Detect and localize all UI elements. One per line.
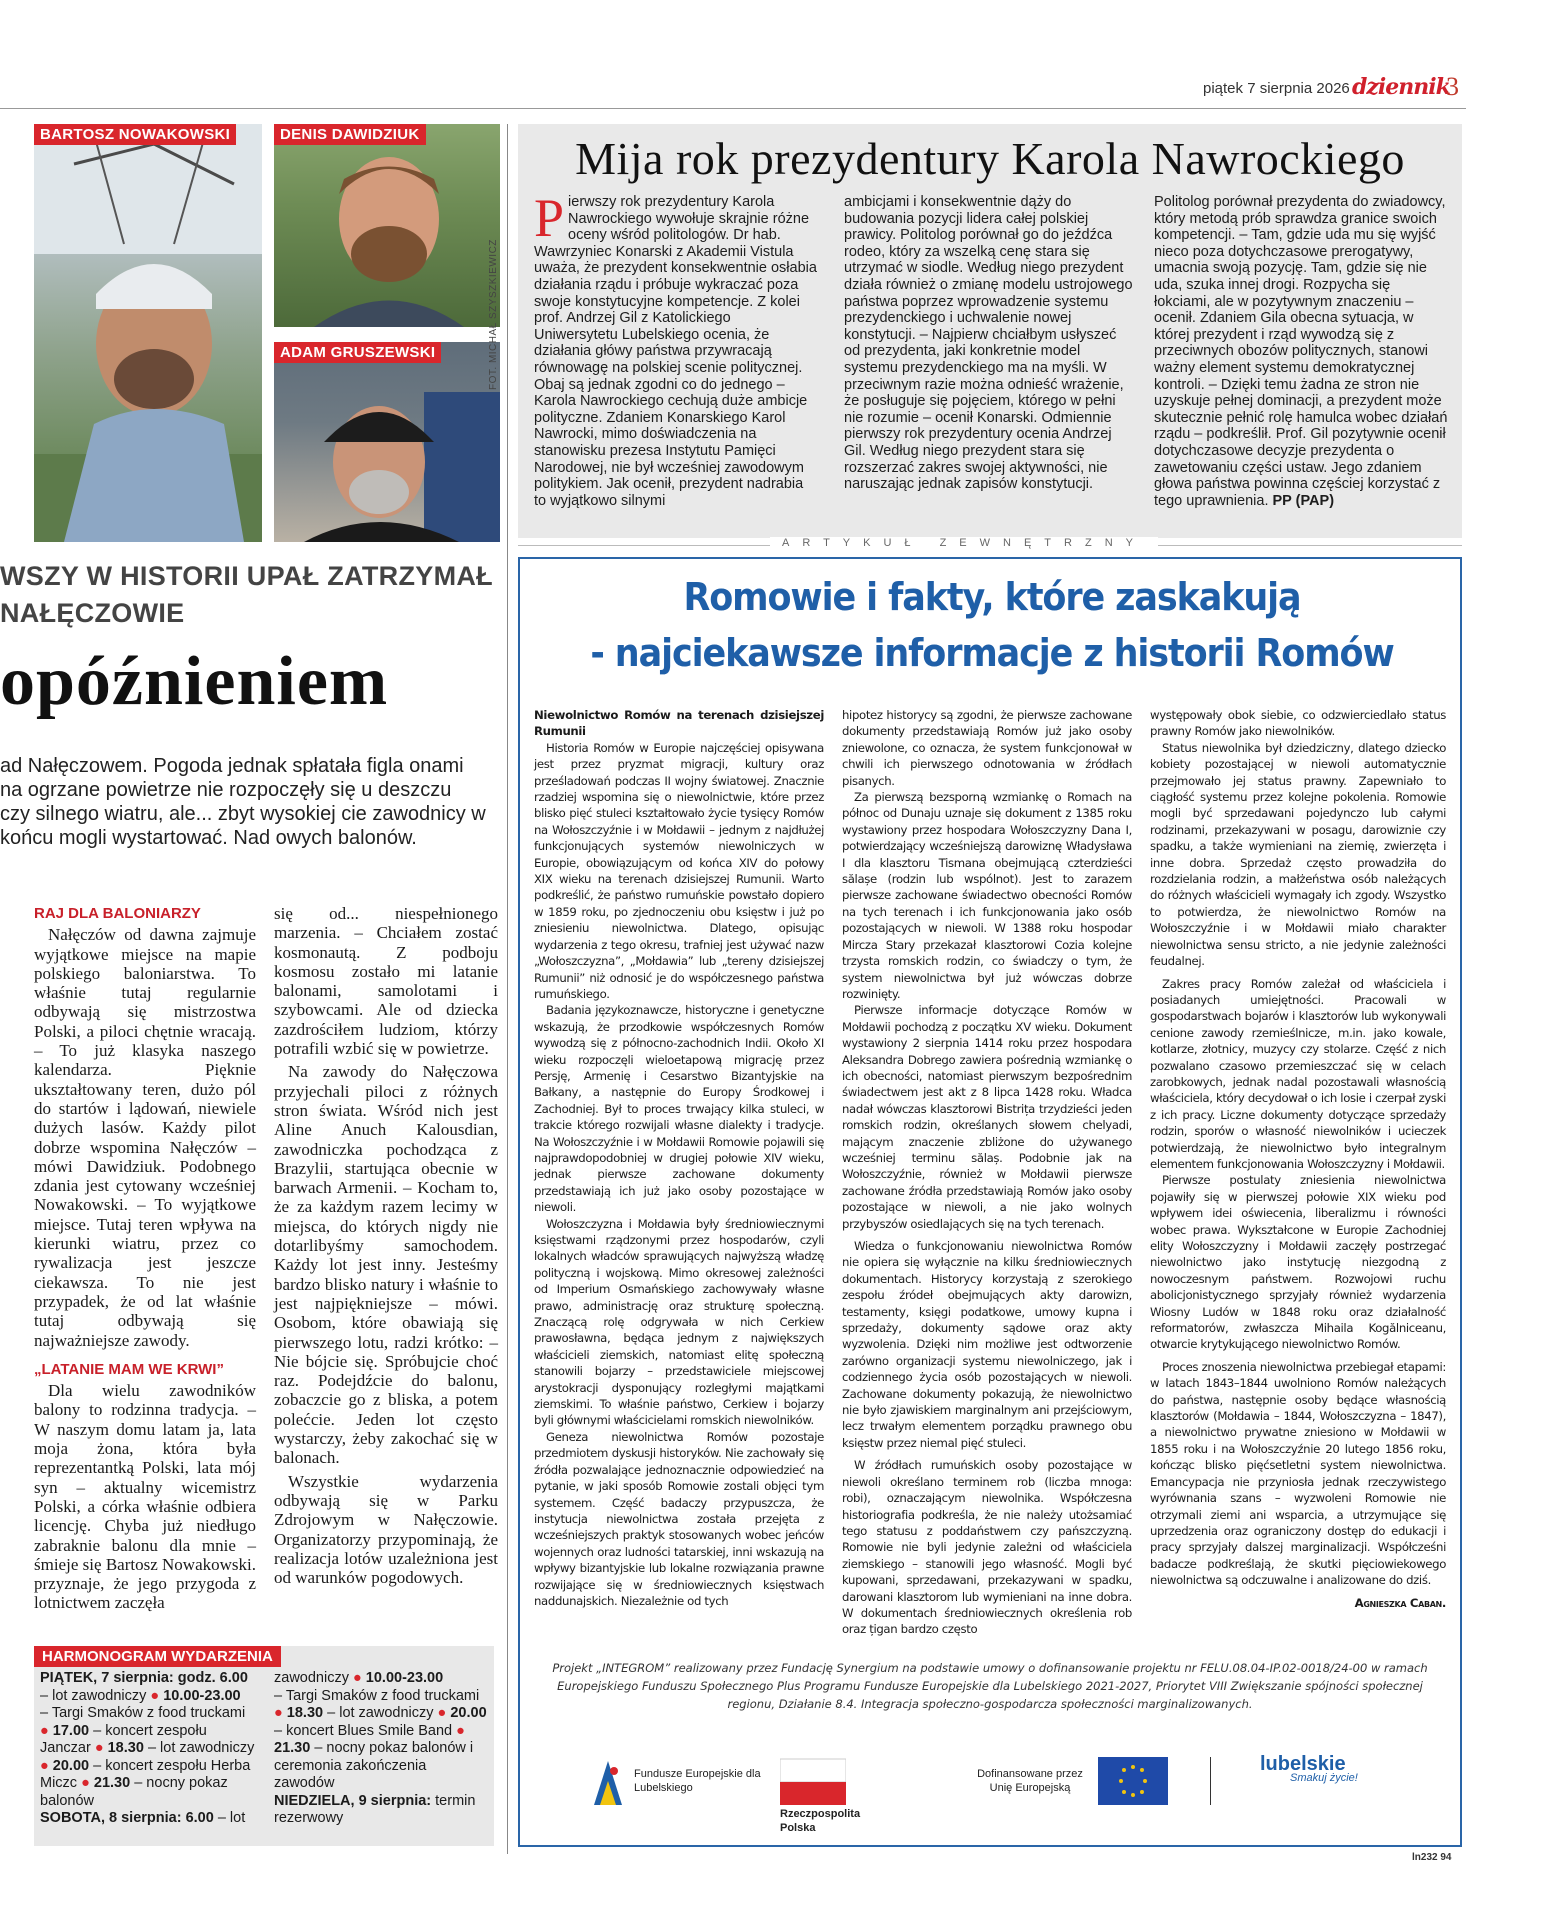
- eu-flag-icon: [1098, 1757, 1168, 1805]
- schedule-event: – koncert zespołu Herba Miczc: [40, 1757, 251, 1791]
- paragraph: Pierwsze postulaty zniesienia niewolnictwa pojawiły się w pierwszej połowie XIX wieku pod wpływem idei oświecenia, liberalizmu i równości wobec prawa. Wykształcone w Europie Zachodniej elity Wołoszczyzny i Mołdawii zaczęły postrzegać niewolnictwo jako instytucję niezgodną z nowoczesnym państwem. Rozwojowi ruchu abolicjonistycznego sprzyjały również wydarzenia Wiosny Ludów w 1848 roku oraz działalność reformatorów, zwłaszcza Mihaila Kogălniceanu, otwarcie krytykującego niewolnictwo Romów.: [1150, 1173, 1446, 1352]
- schedule-column-1: PIĄTEK, 7 sierpnia: godz. 6.00 – lot zawodniczy ● 10.00-23.00 – Targi Smaków z food truckami ● 17.00 – koncert zespołu Janczar ● 18.30 – lot zawodniczy ● 20.00 – koncert zespołu Herba Miczc ● 21.30 – nocny pokaz balonów SOBOTA, 8 sierpnia: 6.00 – lot: [40, 1670, 255, 1826]
- photo-adam-gruszewski: [274, 342, 500, 542]
- article-kicker: WSZY W HISTORII UPAŁ ZATRZYMAŁ NAŁĘCZOWIE: [0, 561, 493, 628]
- page-number: 3: [1446, 72, 1459, 101]
- paragraph: W źródłach rumuńskich osoby pozostające w niewoli określano terminem rob (liczba mnoga: robi), oznaczającym niewolnika. Współczesna historiografia podkreśla, że nie należy utożsamiać tego statusu z poddaństwem czy pańszczyzną. Romowie nie byli jedynie zależni od właściciela ziemskiego – stanowili jego własność. Mogli być kupowani, sprzedawani, przekazywani w spadku, darowani klasztorom lub wymieniani na inne dobra. W dokumentach średniowiecznych określenia rob oraz țigan bardzo często: [842, 1458, 1132, 1637]
- politics-article-box: [518, 124, 1462, 538]
- politics-headline: Mija rok prezydentury Karola Nawrockiego: [575, 133, 1405, 184]
- paragraph: Wiedza o funkcjonowaniu niewolnictwa Romów nie opiera się wyłącznie na kilku średniowiecznych dokumentach. Historycy korzystają z szerokiego zespołu źródeł obejmujących akty darowizn, testamenty, księgi podatkowe, umowy kupna i sprzedaży, dokumenty sądowe oraz akty wyzwolenia. Dzięki nim możliwe jest odtworzenie zarówno organizacji systemu niewolniczego, jak i codziennego życia osób pozostających w niewoli. Zachowane dokumenty pokazują, że niewolnictwo nie było zjawiskiem marginalnym ani przejściowym, lecz trwałym elementem porządku prawnego obu księstw przez niemal pięć stuleci.: [842, 1239, 1132, 1450]
- schedule-box: [34, 1646, 494, 1846]
- politics-column-3: [1154, 194, 1450, 509]
- schedule-event: zawodniczy: [274, 1670, 349, 1686]
- schedule-event: – koncert Blues Smile Band: [274, 1722, 453, 1739]
- schedule-column-2: zawodniczy ● 10.00-23.00 – Targi Smaków z food truckami ● 18.30 – lot zawodniczy ● 20.00 – koncert Blues Smile Band ● 21.30 – nocny pokaz balonów i ceremonia zakończenia zawodów NIEDZIELA, 9 sierpnia: termin rezerwowy: [274, 1670, 487, 1826]
- paragraph: Na zawody do Nałęczowa przyjechali piloci z różnych stron świata. Wśród nich jest Aline Anuch Kalousdian, zawodniczka pochodząca z Brazylii, startująca obecnie w barwach Armenii. – Kocham to, że za każdym razem lecimy w miejsca, do których nigdy nie dotarlibyśmy samochodem. Każdy lot jest inny. Jesteśmy bardzo blisko natury i właśnie to jest najpiękniejsze – mówi. Osobom, które obawiają się pierwszego lotu, radzi krótko: – Nie bójcie się. Spróbujcie choć raz. Podejdźcie do balonu, zobaczcie go z bliska, a potem polećcie. Jeden lot często wystarczy, żeby zakochać się w balonach.: [274, 1062, 498, 1468]
- paragraph: Historia Romów w Europie najczęściej opisywana jest przez pryzmat migracji, kultury oraz prześladowań podczas II wojny światowej. Znacznie rzadziej wspomina się o niewolnictwie, które przez blisko pięć stuleci kształtowało życie tysięcy Romów na Wołoszczyźnie i w Mołdawii – jednym z najdłużej funkcjonujących systemów niewolniczych w Europie, obowiązującym od końca XIV do połowy XIX wieku na terenach dzisiejszej Rumunii. Warto podkreślić, że państwo rumuńskie powstało dopiero w 1859 roku, po zjednoczeniu obu księstw i już po zniesieniu niewolnictwa. Dlatego, opisując wydarzenia z tego okresu, trafniej jest używać nazw „Wołoszczyzna”, „Mołdawia” lub „tereny dzisiejszej Rumunii” niż odnosić je do współczesnego państwa rumuńskiego.: [534, 740, 824, 1001]
- paragraph: Wszystkie wydarzenia odbywają się w Parku Zdrojowym w Nałęczowie. Organizatorzy przypominają, że realizacja lotów uzależniona jest od warunków pogodowych.: [274, 1471, 498, 1588]
- logo-text: lubelskie: [1260, 1753, 1346, 1775]
- schedule-event: – lot zawodniczy: [40, 1687, 147, 1704]
- issue-date: piątek 7 sierpnia 2026: [1203, 80, 1350, 97]
- drop-cap: P: [534, 188, 565, 248]
- schedule-time: 17.00: [52, 1722, 90, 1739]
- photo-label: BARTOSZ NOWAKOWSKI: [34, 124, 236, 145]
- paragraph: Geneza niewolnictwa Romów pozostaje przedmiotem dyskusji historyków. Nie zachowały się źródła pozwalające jednoznacznie odpowiedzieć na pytanie, w jaki sposób Romowie zostali objęci tym systemem. Część badaczy przypuszcza, że instytucja niewolnictwa została przejęta z wcześniejszych praktyk stosowanych wobec jeńców wojennych oraz ludności tatarskiej, inni wskazują na wpływy bizantyjskie lub lokalne rozwiązania prawne rozwijające się w średniowiecznych księstwach naddunajskich. Niezależnie od tych: [534, 1429, 824, 1608]
- schedule-time: 10.00-23.00: [365, 1670, 444, 1686]
- logo-slogan: Smakuj życie!: [1290, 1772, 1358, 1784]
- schedule-time: 21.30: [93, 1775, 131, 1791]
- rp-logo: [780, 1757, 870, 1835]
- photo-portrait-2: [274, 124, 500, 327]
- newspaper-logo: dziennik: [1352, 74, 1450, 100]
- subheading: Niewolnictwo Romów na terenach dzisiejszej Rumunii: [534, 708, 824, 739]
- logo-text: Rzeczpospolita Polska: [780, 1808, 861, 1834]
- project-funding-note: Projekt „INTEGROM” realizowany przez Fundację Synergium na podstawie umowy o dofinansowanie projektu nr FELU.08.04-IP.02-0018/24-00 w ramach Europejskiego Funduszu Społecznego Plus Programu Fundusze Europejskie dla Lubelskiego 2021-2027, Priorytet VIII Zwiększanie spójności społecznej regionu, Działanie 8.4. Integracja społeczno-gospodarcza społeczności marginalizowanych.: [552, 1661, 1428, 1711]
- lubelskie-logo: [1260, 1753, 1358, 1785]
- schedule-event: – Targi Smaków z food truckami: [40, 1705, 246, 1721]
- logo-text: Dofinansowane przez Unię Europejską: [977, 1768, 1083, 1794]
- funding-logos: [520, 1753, 1460, 1834]
- schedule-time: 20.00: [450, 1705, 487, 1721]
- sponsored-article: [518, 557, 1462, 1847]
- paragraph: Wołoszczyzna i Mołdawia były średniowiecznymi księstwami rządzonymi przez hospodarów, czyli lokalnych władców sprawujących najwyższą władzę polityczną i wojskową. Mimo okresowej zależności od Imperium Osmańskiego zachowywały własne prawo, administrację oraz strukturę społeczną. Znaczącą rolę odgrywała w nich Cerkiew prawosławna, będąca jednym z największych właścicieli ziemskich, natomiast elitę społeczną stanowili bojarzy – przedstawiciele miejscowej arystokracji dysponujący rozległymi majątkami ziemskimi. To właśnie państwo, Cerkiew i bojarzy byli głównymi właścicielami romskich niewolników.: [534, 1216, 824, 1428]
- schedule-time: 18.30: [107, 1740, 144, 1756]
- byline: PP (PAP): [1272, 492, 1335, 509]
- sponsored-column-3: [1150, 707, 1446, 1611]
- paragraph: Politolog porównał prezydenta do zwiadowcy, który metodą prób sprawdza granice swoich kompetencji. – Tam, gdzie uda mu się wyjść nieco poza dotychczasowe prerogatywy, umacnia swoją pozycję. Tam, gdzie się nie uda, szuka innej drogi. Rozpycha się łokciami, ale w pozytywnym znaczeniu – ocenił. Zdaniem Gila obecna sytuacja, w której prezydent i rząd wywodzą się z przeciwnych obozów politycznych, stanowi ważny element systemu demokratycznej kontroli. – Dzięki temu żadna ze stron nie uzyskuje pełnej dominacji, a prezydent może skutecznie pełnić rolę hamulca wobec działań rządu – podkreślił. Prof. Gil pozytywnie ocenił dotychczasowe decyzje prezydenta o zawetowaniu części ustaw. Jego zdaniem głowa państwa powinna częściej korzystać z tego uprawnienia.: [1154, 194, 1448, 509]
- sponsored-headline: [558, 569, 1426, 681]
- logo-separator: [1210, 1757, 1211, 1805]
- schedule-time: 18.30: [286, 1705, 324, 1721]
- subheading: RAJ DLA BALONIARZY: [34, 905, 201, 922]
- author-signature: Agnieszka Caban.: [1354, 1595, 1446, 1610]
- schedule-event: – nocny pokaz balonów: [40, 1775, 228, 1809]
- paragraph: Nałęczów od dawna zajmuje wyjątkowe miejsce na mapie polskiego baloniarstwa. To właśnie tutaj regularnie odbywają się mistrzostwa Polski, a piloci chętnie wracają. – To już klasyka naszego kalendarza. Pięknie ukształtowany teren, dużo pól do startów i lądowań, niewiele dużych lasów. Każdy pilot dobrze wspomina Nałęczów – mówi Dawidziuk. Podobnego zdania jest cytowany wcześniej Nowakowski. – To wyjątkowe miejsce. Tutaj teren wpływa na kierunki wiatru, przez co rywalizacja jest jeszcze ciekawsza. To nie jest przypadek, że od lat właśnie tutaj odbywają się najważniejsze zawody.: [34, 925, 256, 1350]
- schedule-time: 21.30: [274, 1740, 311, 1756]
- schedule-event: – Targi Smaków z food truckami: [274, 1687, 480, 1704]
- schedule-event: – lot zawodniczy: [147, 1740, 255, 1756]
- article-column-2: [274, 904, 498, 1587]
- photo-label: DENIS DAWIDZIUK: [274, 124, 426, 145]
- schedule-event: – lot: [217, 1810, 246, 1826]
- schedule-day: SOBOTA, 8 sierpnia: 6.00: [40, 1810, 214, 1826]
- schedule-event: – koncert zespołu Janczar: [40, 1722, 207, 1756]
- paragraph: się od... niespełnionego marzenia. – Chciałem zostać kosmonautą. Z podboju kosmosu zostało mi latanie balonami, samolotami i szybowcami. Ale od dziecka zazdrościłem ludziom, którzy potrafili wzbić się w powietrze.: [274, 904, 498, 1059]
- column-divider: [507, 124, 508, 1854]
- paragraph: Zakres pracy Romów zależał od właściciela i posiadanych umiejętności. Pracowali w gospodarstwach bojarów i klasztorów lub wykonywali cenione zawody rzemieślnicze, m.in. jako kowale, kotlarze, złotnicy, muzycy czy stolarze. Część z nich pozwalano czasowo przemieszczać się w celach zarobkowych, jednak nadal pozostawali własnością właściciela, który decydował o ich losie i czerpał zyski z ich pracy. Liczne dokumenty dotyczące sprzedaży rodzin, sporów o własność niewolników i ucieczek potwierdzają, że niewolnictwo było integralnym elementem funkcjonowania Wołoszczyzny i Mołdawii.: [1150, 976, 1446, 1171]
- schedule-event: – nocny pokaz balonów i ceremonia zakończenia zawodów: [274, 1740, 474, 1791]
- schedule-day: NIEDZIELA, 9 sierpnia:: [274, 1792, 432, 1809]
- paragraph: Dla wielu zawodników balony to rodzinna tradycja. – W naszym domu latam ja, lata moja żona, która była reprezentantką Polski, lata mój syn – aktualny wicemistrz Polski, a córka właśnie odbiera licencję. Chyba już niedługo zabraknie balonu dla mnie – śmieje się Bartosz Nowakowski. przyznaje, że jego przygoda z lotnictwem zaczęła: [34, 1381, 256, 1613]
- polish-flag-icon: [780, 1757, 846, 1807]
- article-headline: opóźnieniem: [0, 643, 389, 720]
- header-rule: [0, 108, 1466, 109]
- page-code: ln232 94: [1412, 1852, 1452, 1863]
- photo-label: ADAM GRUSZEWSKI: [274, 342, 441, 363]
- photo-portrait-3: [274, 342, 500, 542]
- sponsored-column-1: [534, 707, 824, 1609]
- headline-line-1: Romowie i fakty, które zaskakują: [683, 575, 1301, 619]
- sponsored-column-2: [842, 707, 1132, 1638]
- paragraph: Badania językoznawcze, historyczne i genetyczne wskazują, że przodkowie współczesnych Romów wywodzą się z północno-zachodnich Indii. Około XI wieku rozpoczęli wieloetapową migrację przez Persję, Armenię i Cesarstwo Bizantyjskie na Bałkany, a następnie do Europy Środkowej i Zachodniej. Był to proces trwający kilka stuleci, w trakcie którego rozwijali własne dialekty i tradycje. Na Wołoszczyźnie i w Mołdawii Romowie pojawili się najprawdopodobniej w drugiej połowie XIV wieku, jednak pierwsze zachowane dokumenty przedstawiają ich już jako osoby pozostające w niewoli.: [534, 1003, 824, 1215]
- schedule-time: 10.00-23.00: [163, 1687, 241, 1704]
- paragraph: ierwszy rok prezydentury Karola Nawrockiego wywołuje skrajnie różne oceny wśród politologów. Dr hab. Wawrzyniec Konarski z Akademii Vistula uważa, że prezydent konsekwentnie osłabia działania rządu i próbuje wykraczać poza swoje konstytucyjne kompetencje. Z kolei prof. Andrzej Gil z Katolickiego Uniwersytetu Lubelskiego ocenia, że działania główy państwa przywracają równowagę na polskiej scenie politycznej. Obaj są jednak zgodni co do jednego – Karola Nawrockiego cechują duże ambicje polityczne. Zdaniem Konarskiego Karol Nawrocki, mimo doświadczenia na stanowisku prezesa Instytutu Pamięci Narodowej, nie był wcześniej zawodowym politykiem. Jak ocenił, prezydent nadrabia to wyjątkowo silnymi: [534, 194, 817, 509]
- schedule-day: PIĄTEK, 7 sierpnia: godz. 6.00: [40, 1670, 248, 1686]
- paragraph: Proces znoszenia niewolnictwa przebiegał etapami: w latach 1843–1844 uwolniono Romów należących do państwa, następnie osoby będące własnością klasztorów (Mołdawia – 1844, Wołoszczyzna – 1847), a niewolnictwo prywatne zniesiono w Mołdawii w 1855 roku i na Wołoszczyźnie 20 lutego 1856 roku, kończąc blisko pięćsetletni system niewolnictwa. Emancypacja nie przyniosła jednak rzeczywistego wyrównania szans – wyzwoleni Romowie nie otrzymali ziemi ani wsparcia, a utrzymujące się uprzedzenia oraz ograniczony dostęp do edukacji i pracy sprzyjały dalszej marginalizacji. Współcześni badacze podkreślają, że skutki pięciowiekowego niewolnictwa są odczuwalne i analizowane do dziś.: [1150, 1359, 1446, 1588]
- paragraph: hipotez historycy są zgodni, że pierwsze zachowane dokumenty przedstawiają Romów już jako osoby zniewolone, co oznacza, że system funkcjonował w chwili ich pierwszego odnotowania w źródłach pisanych.: [842, 708, 1132, 788]
- paragraph: występowały obok siebie, co odzwierciedlało status prawny Romów jako niewolników.: [1150, 708, 1446, 739]
- schedule-time: 20.00: [52, 1757, 90, 1774]
- schedule-event: – lot zawodniczy: [327, 1705, 434, 1721]
- eu-logo: [970, 1757, 1230, 1805]
- eu-funds-icon: [590, 1757, 626, 1807]
- schedule-title: HARMONOGRAM WYDARZENIA: [34, 1646, 281, 1667]
- photo-denis-dawidziuk: [274, 124, 500, 327]
- headline-line-2: - najciekawsze informacje z historii Romów: [590, 631, 1394, 675]
- sponsored-label: ARTYKUŁ ZEWNĘTRZNY: [770, 537, 1158, 549]
- politics-column-1: [534, 188, 818, 509]
- subheading: „LATANIE MAM WE KRWI”: [34, 1360, 224, 1378]
- schedule-event: termin rezerwowy: [274, 1792, 476, 1826]
- fe-lubelskie-logo: [590, 1757, 778, 1807]
- photo-bartosz-nowakowski: [34, 124, 262, 542]
- paragraph: Status niewolnika był dziedziczny, dlatego dziecko kobiety pozostającej w niewoli automatycznie przejmowało jej status prawny. Zapewniało to ciągłość systemu przez kolejne pokolenia. Romowie mogli być sprzedawani pojedynczo lub całymi rodzinami, przekazywani w posagu, darowizniе czy spadku, a także wymieniani na ziemię, zwierzęta i inne dobra. Sprzedaż często prowadziła do rozdzielania rodzin, a małżeństwa osób należących do różnych właścicieli wymagały ich zgody. Wszystko to potwierdza, że niewolnictwo Romów na Wołoszczyźnie i w Mołdawii miało charakter niewolnictwa sensu stricto, a nie jedynie zależności feudalnej.: [1150, 740, 1446, 969]
- photo-credit: FOT. MICHAŁ SZYSZKIEWICZ: [488, 239, 499, 390]
- logo-text: Fundusze Europejskie dla Lubelskiego: [634, 1768, 761, 1794]
- paragraph: Pierwsze informacje dotyczące Romów w Mołdawii pochodzą z początku XV wieku. Dokument wystawiony 2 sierpnia 1414 roku przez hospodara Aleksandra Dobrego zawiera pośrednią wzmiankę o ich obecności, natomiast pierwszym bezpośrednim świadectwem jest akt z 8 lipca 1428 roku. Władca nadał wówczas klasztorowi Bistrița trzydzieści jeden romskich rodzin, określanych słowem chelyadi, mającym znaczenie zbliżone do używanego wcześniej terminu sălaș. Podobnie jak na Wołoszczyźnie, również w Mołdawii pierwsze zachowane źródła przedstawiają Romów jako osoby pozostające w niewoli, a nie jako wolnych przybyszów osiedlających się na tych terenach.: [842, 1003, 1132, 1231]
- politics-column-2: ambicjami i konsekwentnie dąży do budowania pozycji lidera całej polskiej prawicy. Politolog porównał go do jeźdźca rodeo, który za wszelką cenę stara się utrzymać w siodle. Według niego prezydent działa również o zmianę modelu ustrojowego państwa poprzez wprowadzenie systemu prezydenckiego i uchwalenie nowej konstytucji. – Najpierw chciałbym usłyszeć od prezydenta, jaki konkretnie model systemu prezydenckiego ma na myśli. W przeciwnym razie można odnieść wrażenie, że posługuje się pojęciem, którego w pełni nie rozumie – ocenił Konarski. Odmiennie pierwszy rok prezydentury ocenia Andrzej Gil. Według niego prezydent stara się rozszerzać zakres swojej aktywności, nie naruszając jednak zapisów konstytucji.: [844, 194, 1133, 493]
- article-lead: ad Nałęczowem. Pogoda jednak spłatała figla onami na ogrzane powietrze nie rozpoczęły się u deszczu czy silnego wiatru, ale... zbyt wysokiej cie zawodnicy w końcu mogli wystartować. Nad owych balonów.: [0, 755, 486, 849]
- article-column-1: [34, 900, 256, 1613]
- paragraph: Za pierwszą bezsporną wzmiankę o Romach na północ od Dunaju uznaje się dokument z 1385 roku wystawiony przez hospodara Wołoszczyzny Dana I, potwierdzający wcześniejszą darowiznę Władysława I dla klasztoru Tismana obejmującą czterdzieści sălașe (rodzin lub wspólnot). Jest to zarazem pierwsze zachowane świadectwo obecności Romów na tych terenach i ich funkcjonowania jako osób pozostających w niewoli. W 1388 roku hospodar Mircza Stary przekazał klasztorowi Cozia kolejne trzysta romskich rodzin, co świadczy o tym, że system niewolnictwa był już wówczas dobrze rozwinięty.: [842, 790, 1132, 1001]
- photo-portrait-1: [34, 124, 262, 542]
